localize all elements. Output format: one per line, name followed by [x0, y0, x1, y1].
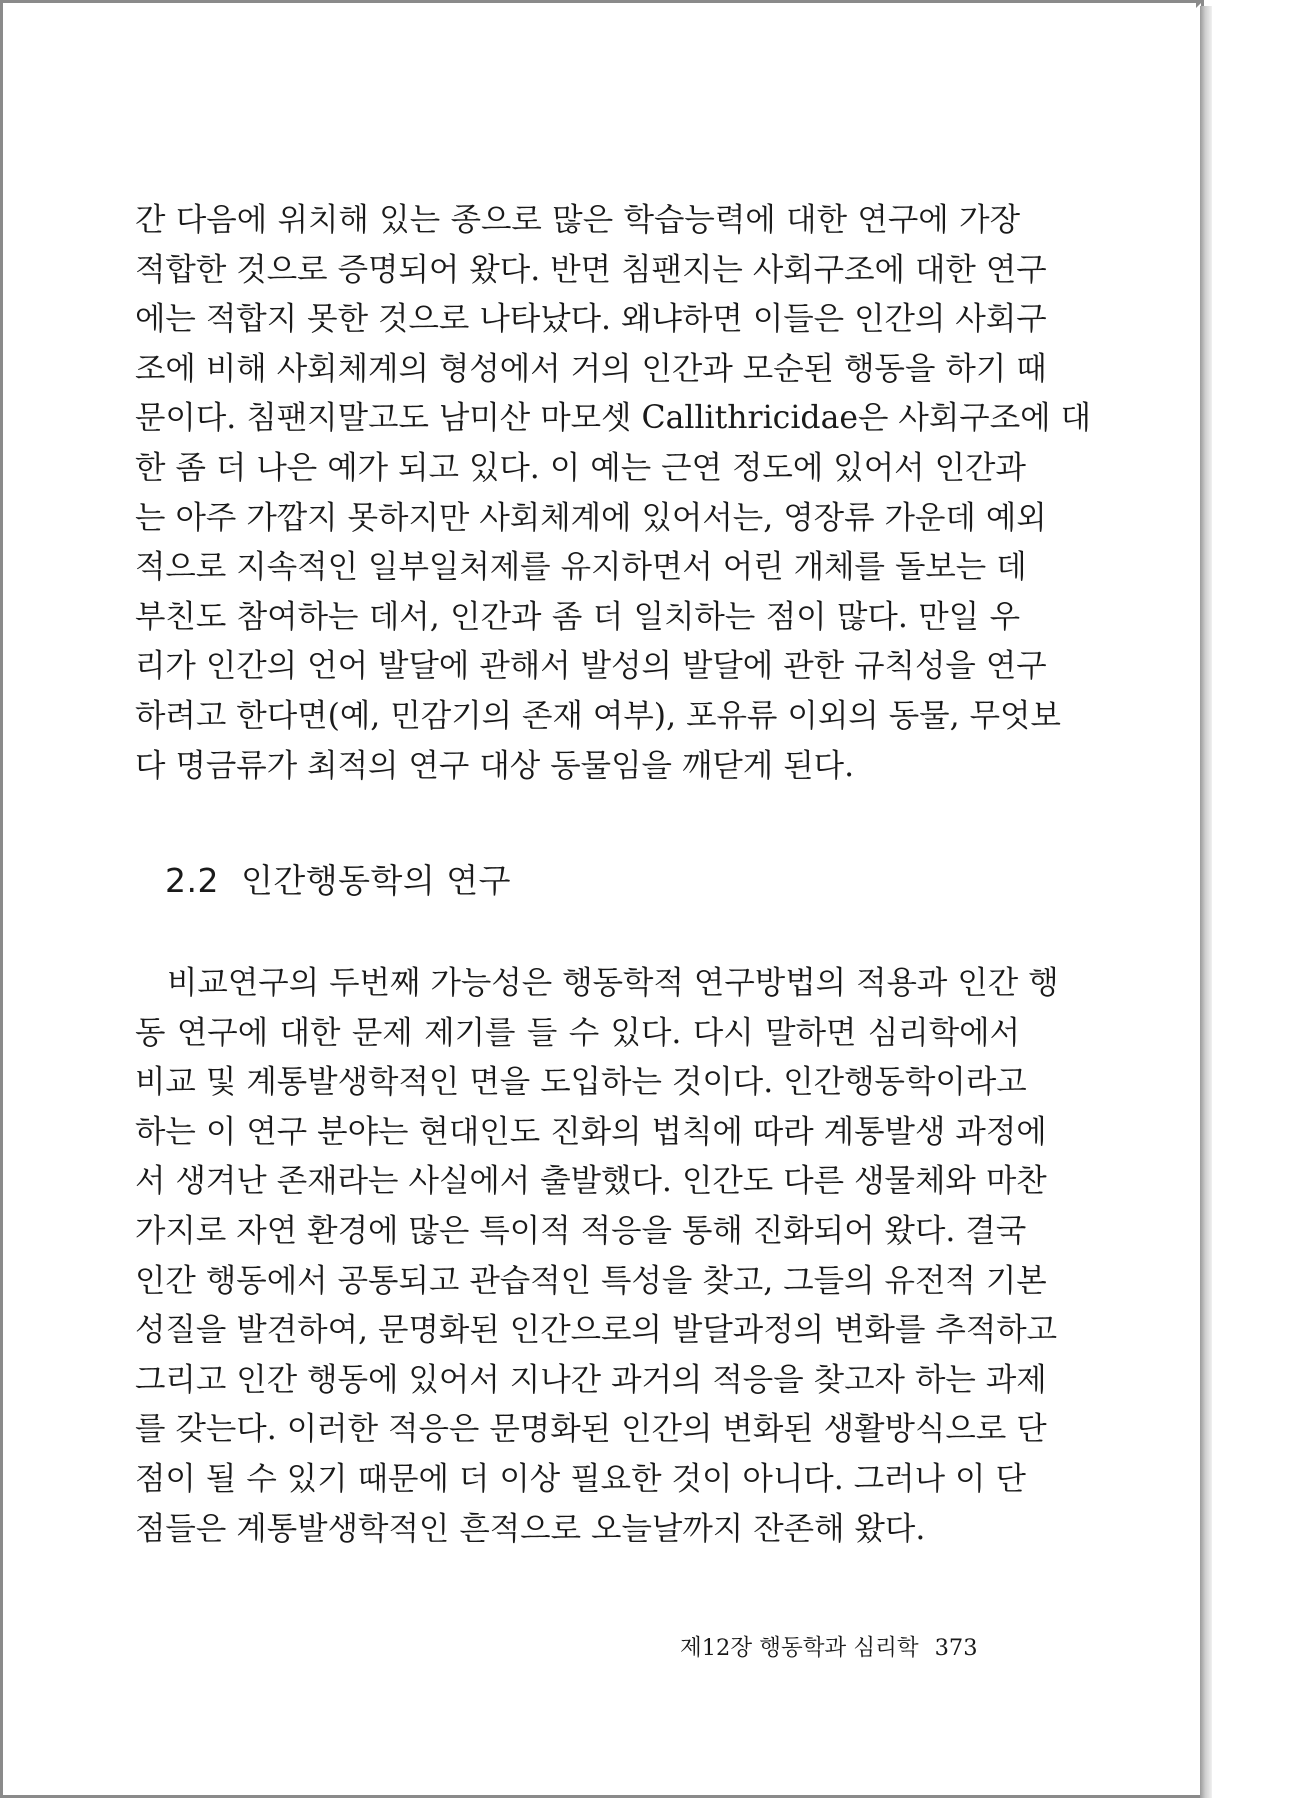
chapter-title: 제12장 행동학과 심리학 — [680, 1635, 919, 1661]
paragraph-line: 동 연구에 대한 문제 제기를 들 수 있다. 다시 말하면 심리학에서 — [135, 1014, 1020, 1051]
paragraph-line: 적합한 것으로 증명되어 왔다. 반면 침팬지는 사회구조에 대한 연구 — [135, 251, 1047, 288]
page-edge-shadow — [1200, 6, 1212, 1798]
paragraph-line: 부친도 참여하는 데서, 인간과 좀 더 일치하는 점이 많다. 만일 우 — [135, 598, 1020, 635]
section-heading — [165, 855, 511, 902]
paragraph-line: 간 다음에 위치해 있는 종으로 많은 학습능력에 대한 연구에 가장 — [135, 202, 1020, 238]
right-margin — [1214, 0, 1299, 1806]
paragraph-line: 리가 인간의 언어 발달에 관해서 발성의 발달에 관한 규칙성을 연구 — [135, 648, 1047, 685]
paragraph-line: 점들은 계통발생학적인 흔적으로 오늘날까지 잔존해 왔다. — [135, 1510, 926, 1547]
paragraph-line: 비교연구의 두번째 가능성은 행동학적 연구방법의 적용과 인간 행 — [167, 965, 1059, 1001]
paragraph-line: 하려고 한다면(예, 민감기의 존재 여부), 포유류 이외의 동물, 무엇보 — [135, 697, 1061, 734]
paragraph-line: 적으로 지속적인 일부일처제를 유지하면서 어린 개체를 돌보는 데 — [135, 549, 1027, 586]
paragraph-1 — [135, 196, 1092, 791]
paragraph-line: 그리고 인간 행동에 있어서 지나간 과거의 적응을 찾고자 하는 과제 — [135, 1361, 1047, 1398]
paragraph-line: 조에 비해 사회체계의 형성에서 거의 인간과 모순된 행동을 하기 때 — [135, 350, 1047, 387]
paragraph-line: 는 아주 가깝지 못하지만 사회체계에 있어서는, 영장류 가운데 예외 — [135, 499, 1047, 536]
paragraph-line: 비교 및 계통발생학적인 면을 도입하는 것이다. 인간행동학이라고 — [135, 1064, 1027, 1101]
paragraph-line: 다 명금류가 최적의 연구 대상 동물임을 깨닫게 된다. — [135, 747, 855, 784]
paragraph-2 — [135, 959, 1059, 1554]
paragraph-line: 점이 될 수 있기 때문에 더 이상 필요한 것이 아니다. 그러나 이 단 — [135, 1460, 1026, 1497]
paragraph-line: 성질을 발견하여, 문명화된 인간으로의 발달과정의 변화를 추적하고 — [135, 1312, 1058, 1349]
paragraph-line: 한 좀 더 나은 예가 되고 있다. 이 예는 근연 정도에 있어서 인간과 — [135, 449, 1026, 486]
paragraph-line: 에는 적합지 못한 것으로 나타났다. 왜냐하면 이들은 인간의 사회구 — [135, 301, 1047, 338]
paragraph-line: 문이다. 침팬지말고도 남미산 마모셋 Callithricidae은 사회구조에 대 — [135, 400, 1092, 437]
paragraph-line: 하는 이 연구 분야는 현대인도 진화의 법칙에 따라 계통발생 과정에 — [135, 1113, 1047, 1150]
paragraph-line: 를 갖는다. 이러한 적응은 문명화된 인간의 변화된 생활방식으로 단 — [135, 1411, 1047, 1448]
paragraph-line: 가지로 자연 환경에 많은 특이적 적응을 통해 진화되어 왔다. 결국 — [135, 1212, 1027, 1249]
section-number: 2.2 — [165, 861, 219, 900]
page-number: 373 — [934, 1635, 978, 1661]
paragraph-line: 서 생겨난 존재라는 사실에서 출발했다. 인간도 다른 생물체와 마찬 — [135, 1163, 1047, 1200]
paragraph-line: 인간 행동에서 공통되고 관습적인 특성을 찾고, 그들의 유전적 기본 — [135, 1262, 1047, 1299]
running-footer — [680, 1630, 978, 1662]
section-title: 인간행동학의 연구 — [240, 861, 511, 900]
